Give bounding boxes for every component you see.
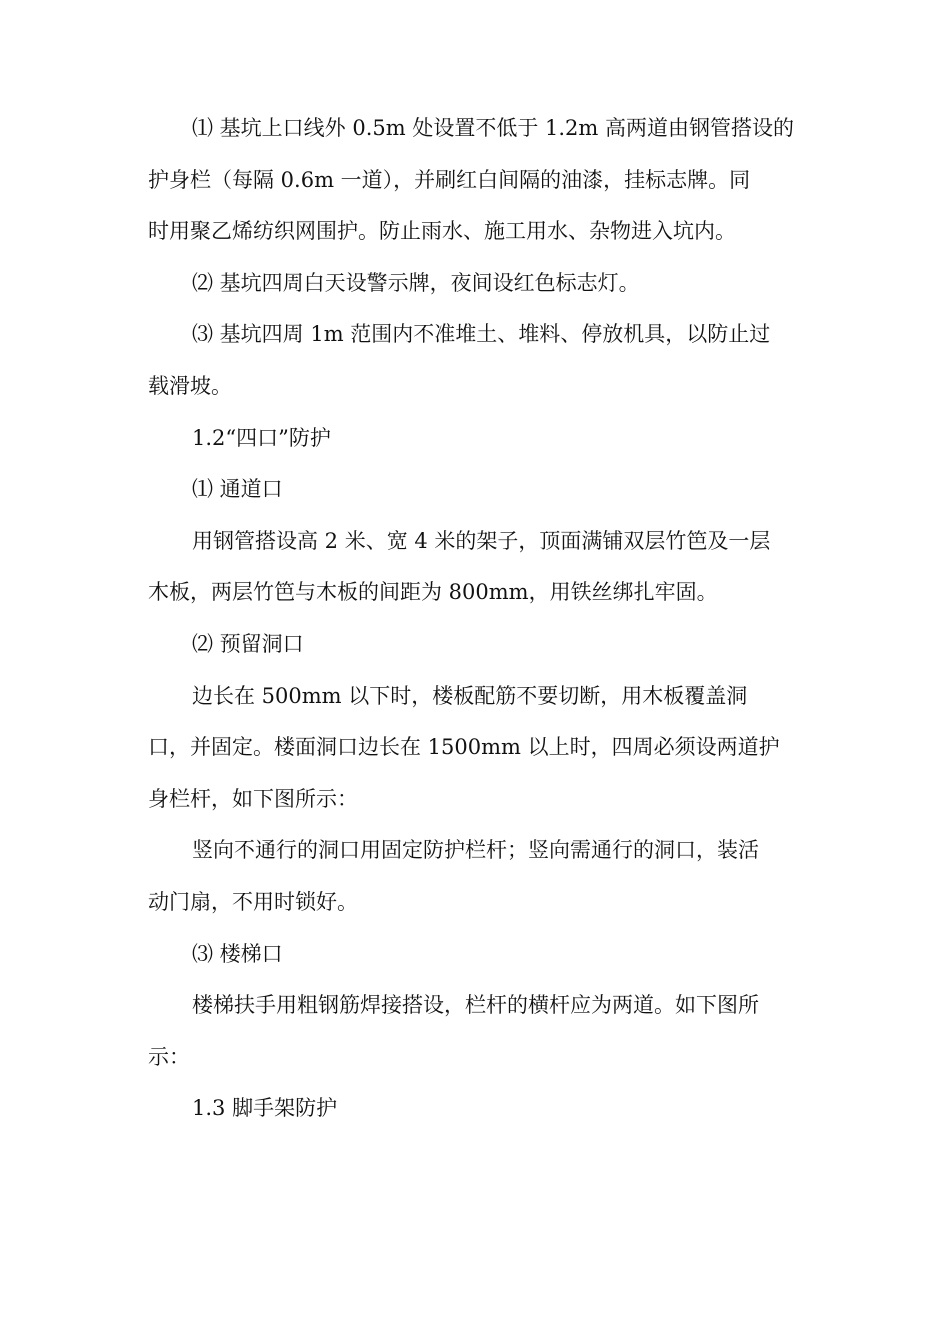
text-line: 示： <box>148 1044 190 1069</box>
text-line: 动门扇，不用时锁好。 <box>148 889 358 914</box>
text-line: 身栏杆，如下图所示： <box>148 786 358 811</box>
text-line: 楼梯扶手用粗钢筋焊接搭设，栏杆的横杆应为两道。如下图所 <box>192 993 759 1018</box>
section-heading: 1.2“四口”防护 <box>192 425 331 450</box>
text-line: 竖向不通行的洞口用固定防护栏杆；竖向需通行的洞口，装活 <box>192 838 759 863</box>
text-line: ⑵ 基坑四周白天设警示牌，夜间设红色标志灯。 <box>192 270 640 295</box>
subsection-heading: ⑶ 楼梯口 <box>192 941 283 966</box>
text-line: ⑶ 基坑四周 1m 范围内不准堆土、堆料、停放机具，以防止过 <box>192 322 771 347</box>
text-line: 用钢管搭设高 2 米、宽 4 米的架子，顶面满铺双层竹笆及一层 <box>192 528 771 553</box>
text-line: 护身栏（每隔 0.6m 一道），并刷红白间隔的油漆，挂标志牌。同 <box>148 167 751 192</box>
text-line: 口，并固定。楼面洞口边长在 1500mm 以上时，四周必须设两道护 <box>148 735 780 760</box>
text-line: 时用聚乙烯纺织网围护。防止雨水、施工用水、杂物进入坑内。 <box>148 219 736 244</box>
text-line: 载滑坡。 <box>148 373 232 398</box>
subsection-heading: ⑴ 通道口 <box>192 477 283 502</box>
section-heading: 1.3 脚手架防护 <box>192 1096 338 1121</box>
subsection-heading: ⑵ 预留洞口 <box>192 631 304 656</box>
text-line: 木板，两层竹笆与木板的间距为 800mm，用铁丝绑扎牢固。 <box>148 580 718 605</box>
text-line: ⑴ 基坑上口线外 0.5m 处设置不低于 1.2m 高两道由钢管搭设的 <box>192 116 794 140</box>
document-body <box>148 112 803 1144</box>
text-line: 边长在 500mm 以下时，楼板配筋不要切断，用木板覆盖洞 <box>192 683 748 708</box>
